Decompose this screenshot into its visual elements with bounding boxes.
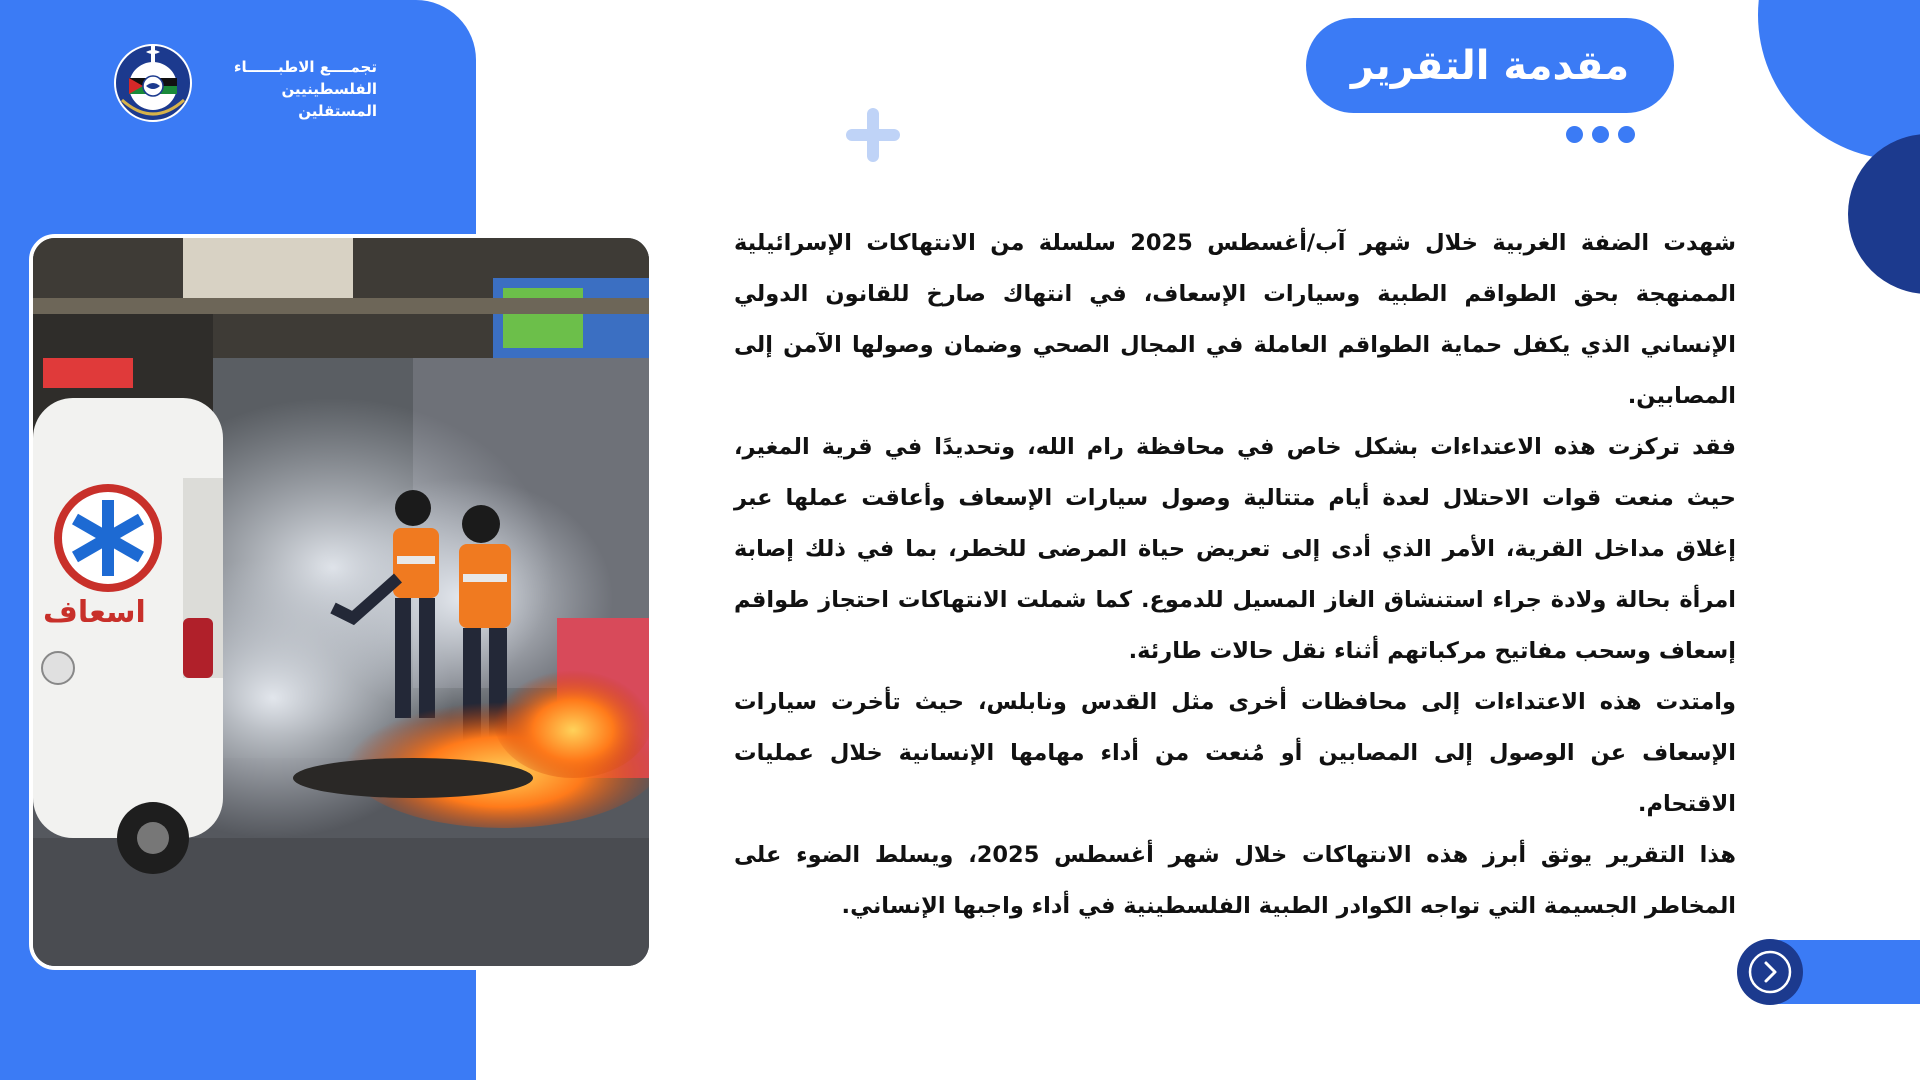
paragraph-2: فقد تركزت هذه الاعتداءات بشكل خاص في محافظة رام الله، وتحديدًا في قرية المغير، حيث منعت قوات الاحتلال لعدة أيام متتالية وصول سيارات الإسعاف وأعاقت عملها عبر إغلاق مداخل القرية، الأمر الذي أدى إلى تعريض حياة المرضى للخطر، بما في ذلك إصابة امرأة بحالة ولادة جراء استنشاق الغاز المسيل للدموع. كما شملت الانتهاكات احتجاز طواقم إسعاف وسحب مفاتيح مركباتهم أثناء نقل حالات طارئة. bbox=[734, 434, 1736, 664]
paragraph-1: شهدت الضفة الغربية خلال شهر آب/أغسطس 2025 سلسلة من الانتهاكات الإسرائيلية الممنهجة بحق الطواقم الطبية وسيارات الإسعاف، في انتهاك صارخ للقانون الدولي الإنساني الذي يكفل حماية الطواقم العاملة في المجال الصحي وضمان وصولها الآمن إلى المصابين. bbox=[734, 230, 1736, 409]
section-title: مقدمة التقرير bbox=[1350, 42, 1630, 89]
org-name-line2: الفلسطينيين المستقلين bbox=[281, 80, 377, 120]
next-slide-button[interactable] bbox=[1737, 939, 1803, 1005]
dot-2 bbox=[1592, 126, 1609, 143]
dot-3 bbox=[1618, 126, 1635, 143]
organization-name bbox=[202, 56, 377, 122]
photo-illustration bbox=[33, 238, 649, 966]
logo-emblem-icon bbox=[110, 40, 196, 126]
plus-icon bbox=[846, 108, 900, 162]
ambulance-photo bbox=[29, 234, 653, 970]
chevron-right-icon bbox=[1747, 949, 1793, 995]
introduction-text bbox=[734, 218, 1736, 932]
section-title-pill bbox=[1306, 18, 1674, 113]
decorative-circle-navy bbox=[1848, 134, 1920, 294]
paragraph-3: وامتدت هذه الاعتداءات إلى محافظات أخرى مثل القدس ونابلس، حيث تأخرت سيارات الإسعاف عن الوصول إلى المصابين أو مُنعت من أداء مهامها الإنسانية خلال عمليات الاقتحام. bbox=[734, 689, 1736, 817]
decorative-dots bbox=[1566, 126, 1635, 144]
decorative-circle-blue bbox=[1758, 0, 1920, 160]
ambulance-label-text: اسعاف bbox=[43, 595, 146, 630]
dot-1 bbox=[1566, 126, 1583, 143]
org-name-line1: تجمــــع الاطبــــــاء bbox=[233, 58, 377, 76]
organization-logo bbox=[110, 40, 377, 120]
paragraph-4: هذا التقرير يوثق أبرز هذه الانتهاكات خلال شهر أغسطس 2025، ويسلط الضوء على المخاطر الجسيمة التي تواجه الكوادر الطبية الفلسطينية في أداء واجبها الإنساني. bbox=[734, 842, 1736, 919]
